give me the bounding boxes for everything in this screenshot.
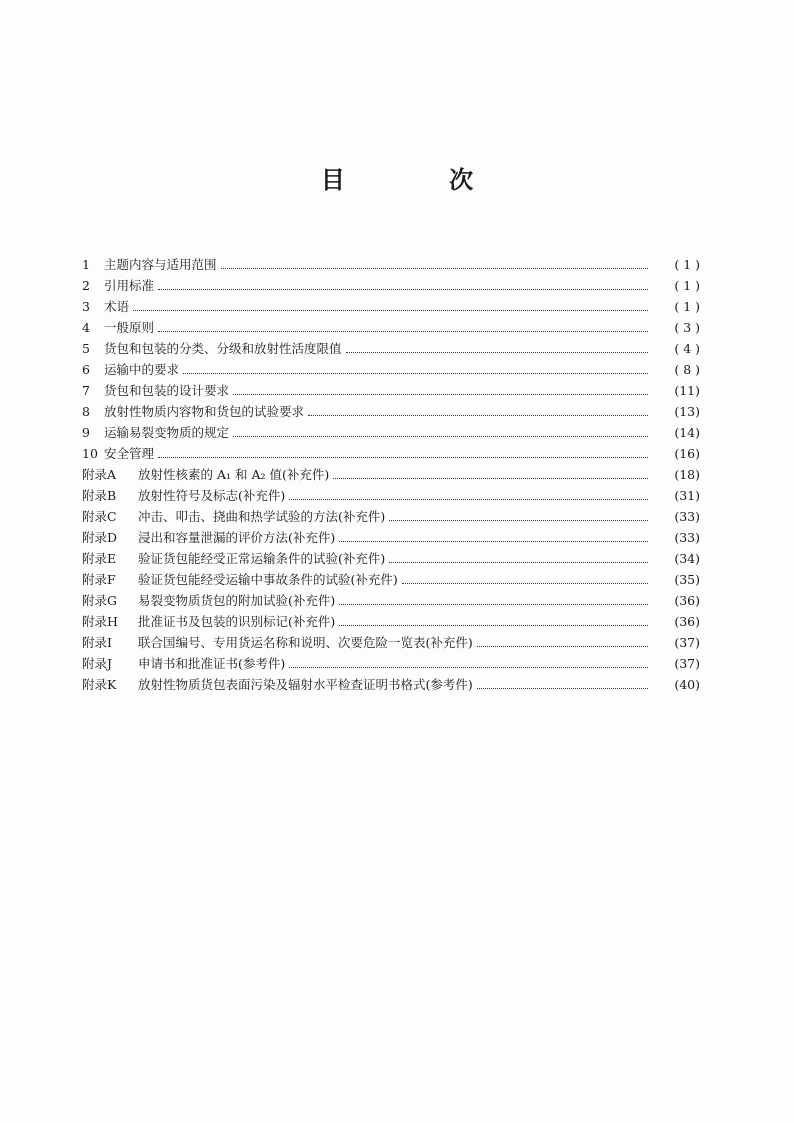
toc-entry-page: ( 3 )	[674, 320, 700, 335]
table-of-contents	[82, 254, 700, 695]
toc-entry-title: 联合国编号、专用货运名称和说明、次要危险一览表(补充件)	[138, 635, 473, 650]
toc-entry-page: ( 1 )	[674, 257, 700, 272]
toc-entry-number: 2	[82, 278, 90, 293]
toc-entry-title: 放射性物质货包表面污染及辐射水平检查证明书格式(参考件)	[138, 677, 473, 692]
toc-entry-title: 易裂变物质货包的附加试验(补充件)	[138, 593, 336, 608]
toc-entry[interactable]	[82, 569, 700, 590]
toc-entry-title: 验证货包能经受正常运输条件的试验(补充件)	[138, 551, 386, 566]
toc-entry[interactable]	[82, 317, 700, 338]
toc-entry-title: 安全管理	[104, 446, 155, 461]
toc-entry-number: 5	[82, 341, 90, 356]
toc-entry-title: 术语	[104, 299, 130, 314]
toc-entry-page: (36)	[674, 614, 700, 629]
toc-entry-page: ( 8 )	[674, 362, 700, 377]
toc-entry-number: 附录A	[82, 467, 117, 482]
toc-leader-dots	[221, 267, 648, 269]
toc-entry-page: (16)	[674, 446, 700, 461]
toc-entry-page: (31)	[674, 488, 700, 503]
toc-leader-dots	[233, 393, 648, 395]
toc-entry[interactable]	[82, 275, 700, 296]
toc-entry[interactable]	[82, 464, 700, 485]
toc-leader-dots	[233, 435, 648, 437]
toc-entry-number: 附录E	[82, 551, 117, 566]
toc-entry-page: (40)	[674, 677, 700, 692]
toc-entry[interactable]	[82, 611, 700, 632]
toc-entry-title: 运输易裂变物质的规定	[104, 425, 230, 440]
toc-entry-title: 货包和包装的设计要求	[104, 383, 230, 398]
toc-entry-number: 6	[82, 362, 90, 377]
toc-leader-dots	[158, 456, 648, 458]
toc-leader-dots	[389, 561, 648, 563]
toc-entry-number: 附录K	[82, 677, 117, 692]
toc-entry-number: 附录G	[82, 593, 117, 608]
toc-entry[interactable]	[82, 674, 700, 695]
toc-entry-page: (37)	[674, 635, 700, 650]
toc-entry-number: 4	[82, 320, 90, 335]
toc-entry-number: 附录J	[82, 656, 113, 671]
toc-entry[interactable]	[82, 338, 700, 359]
toc-entry-title: 冲击、叩击、挠曲和热学试验的方法(补充件)	[138, 509, 386, 524]
toc-leader-dots	[389, 519, 648, 521]
toc-entry-page: ( 4 )	[674, 341, 700, 356]
toc-entry-page: (37)	[674, 656, 700, 671]
toc-entry[interactable]	[82, 422, 700, 443]
toc-entry[interactable]	[82, 380, 700, 401]
toc-entry-page: (33)	[674, 530, 700, 545]
toc-leader-dots	[158, 330, 648, 332]
toc-entry-page: (18)	[674, 467, 700, 482]
toc-entry-number: 附录C	[82, 509, 117, 524]
toc-entry-title: 批准证书及包装的识别标记(补充件)	[138, 614, 336, 629]
toc-entry-title: 放射性符号及标志(补充件)	[138, 488, 286, 503]
toc-entry[interactable]	[82, 443, 700, 464]
toc-entry-number: 附录H	[82, 614, 118, 629]
toc-entry[interactable]	[82, 254, 700, 275]
toc-leader-dots	[346, 351, 648, 353]
toc-entry-number: 10	[82, 446, 98, 461]
toc-entry-number: 1	[82, 257, 90, 272]
toc-entry-number: 3	[82, 299, 90, 314]
toc-entry-number: 9	[82, 425, 90, 440]
toc-entry-title: 货包和包装的分类、分级和放射性活度限值	[104, 341, 342, 356]
toc-entry-page: ( 1 )	[674, 278, 700, 293]
toc-entry-number: 附录I	[82, 635, 112, 650]
toc-entry-number: 附录B	[82, 488, 117, 503]
toc-entry[interactable]	[82, 632, 700, 653]
toc-entry[interactable]	[82, 401, 700, 422]
toc-leader-dots	[308, 414, 648, 416]
toc-entry-page: (13)	[674, 404, 700, 419]
toc-entry-title: 放射性物质内容物和货包的试验要求	[104, 404, 305, 419]
toc-entry[interactable]	[82, 359, 700, 380]
toc-entry-number: 附录F	[82, 572, 116, 587]
toc-leader-dots	[402, 582, 648, 584]
toc-leader-dots	[477, 645, 648, 647]
toc-leader-dots	[333, 477, 648, 479]
toc-entry-page: (34)	[674, 551, 700, 566]
toc-entry-page: (33)	[674, 509, 700, 524]
toc-entry-page: (36)	[674, 593, 700, 608]
toc-leader-dots	[289, 498, 648, 500]
toc-leader-dots	[289, 666, 648, 668]
toc-entry[interactable]	[82, 296, 700, 317]
toc-entry-page: (11)	[674, 383, 700, 398]
toc-entry-title: 放射性核素的 A₁ 和 A₂ 值(补充件)	[138, 467, 330, 482]
toc-leader-dots	[339, 540, 648, 542]
toc-entry-title: 一般原则	[104, 320, 155, 335]
toc-leader-dots	[339, 624, 648, 626]
toc-entry-title: 验证货包能经受运输中事故条件的试验(补充件)	[138, 572, 398, 587]
toc-entry-title: 浸出和容量泄漏的评价方法(补充件)	[138, 530, 336, 545]
toc-leader-dots	[183, 372, 648, 374]
toc-entry-page: (35)	[674, 572, 700, 587]
toc-leader-dots	[133, 309, 648, 311]
toc-entry-number: 7	[82, 383, 90, 398]
toc-entry[interactable]	[82, 506, 700, 527]
toc-leader-dots	[339, 603, 648, 605]
toc-entry-page: (14)	[674, 425, 700, 440]
toc-entry-number: 8	[82, 404, 90, 419]
toc-entry[interactable]	[82, 527, 700, 548]
toc-entry[interactable]	[82, 653, 700, 674]
toc-entry-page: ( 1 )	[674, 299, 700, 314]
toc-leader-dots	[158, 288, 648, 290]
toc-leader-dots	[477, 687, 648, 689]
toc-entry[interactable]	[82, 548, 700, 569]
toc-entry-number: 附录D	[82, 530, 118, 545]
toc-entry-title: 引用标准	[104, 278, 155, 293]
toc-entry[interactable]	[82, 485, 700, 506]
toc-entry-title: 申请书和批准证书(参考件)	[138, 656, 286, 671]
toc-entry-title: 主题内容与适用范围	[104, 257, 217, 272]
toc-entry[interactable]	[82, 590, 700, 611]
page-title: 目 次	[320, 166, 522, 194]
toc-entry-title: 运输中的要求	[104, 362, 180, 377]
